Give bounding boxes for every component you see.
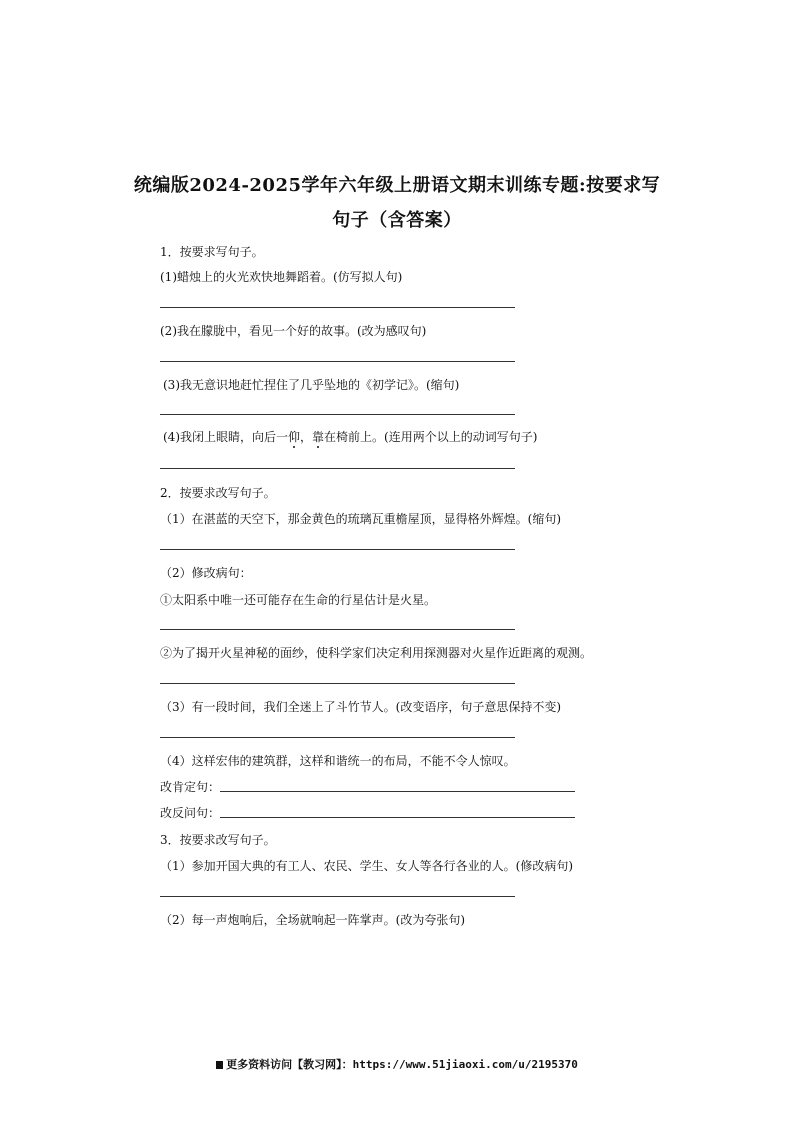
q1-heading: 1．按要求写句子。 bbox=[160, 245, 264, 259]
q2-sentence-1: （1）在湛蓝的天空下，那金黄色的琉璃瓦重檐屋顶，显得格外辉煌。(缩句) bbox=[160, 512, 562, 526]
answer-line bbox=[220, 791, 575, 792]
q1-s4-part-e: 在椅前上。(连用两个以上的动词写句子) bbox=[324, 430, 538, 444]
q2-label-rhetorical: 改反问句： bbox=[160, 806, 221, 820]
answer-line bbox=[160, 307, 515, 308]
q2-label-affirmative: 改肯定句： bbox=[160, 780, 221, 794]
q3-heading: 3．按要求改写句子。 bbox=[160, 833, 276, 847]
q2-sentence-2: （2）修改病句： bbox=[160, 566, 252, 580]
footer bbox=[0, 1056, 794, 1072]
q1-sentence-3: (3)我无意识地赶忙捏住了几乎坠地的《初学记》。(缩句) bbox=[163, 378, 460, 392]
q1-sentence-4 bbox=[163, 428, 537, 445]
q1-s4-part-c: ， bbox=[300, 430, 313, 444]
q1-s4-part-a: (4)我闭上眼睛，向后一 bbox=[163, 430, 288, 444]
answer-line bbox=[160, 683, 515, 684]
q2-sentence-2a: ①太阳系中唯一还可能存在生命的行星估计是火星。 bbox=[160, 593, 437, 607]
answer-line bbox=[160, 896, 515, 897]
flag-icon bbox=[216, 1061, 223, 1069]
q3-sentence-1: （1）参加开国大典的有工人、农民、学生、女人等各行各业的人。(修改病句) bbox=[160, 859, 574, 873]
q2-heading: 2．按要求改写句子。 bbox=[160, 486, 276, 500]
answer-line bbox=[160, 414, 515, 415]
q3-sentence-2: （2）每一声炮响后，全场就响起一阵掌声。(改为夸张句) bbox=[160, 913, 466, 927]
doc-title-line2: 句子（含答案） bbox=[332, 210, 462, 231]
answer-line bbox=[220, 817, 575, 818]
emphasis-char: 仰 bbox=[288, 430, 301, 444]
q2-sentence-4: （4）这样宏伟的建筑群，这样和谐统一的布局，不能不令人惊叹。 bbox=[160, 754, 516, 768]
answer-line bbox=[160, 549, 515, 550]
q1-sentence-2: (2)我在朦胧中，看见一个好的故事。(改为感叹句) bbox=[160, 324, 427, 338]
q1-sentence-1: (1)蜡烛上的火光欢快地舞蹈着。(仿写拟人句) bbox=[160, 270, 403, 284]
answer-line bbox=[160, 737, 515, 738]
answer-line bbox=[160, 468, 515, 469]
q2-sentence-2b: ②为了揭开火星神秘的面纱，使科学家们决定利用探测器对火星作近距离的观测。 bbox=[160, 646, 593, 660]
emphasis-char: 靠 bbox=[312, 430, 325, 444]
answer-line bbox=[160, 629, 515, 630]
q2-sentence-3: （3）有一段时间，我们全迷上了斗竹节人。(改变语序，句子意思保持不变) bbox=[160, 700, 562, 714]
answer-line bbox=[160, 361, 515, 362]
footer-text[interactable]: 更多资料访问【教习网】：https://www.51jiaoxi.com/u/2195370 bbox=[226, 1058, 578, 1071]
doc-title-line1: 统编版2024-2025学年六年级上册语文期末训练专题:按要求写 bbox=[133, 175, 661, 196]
